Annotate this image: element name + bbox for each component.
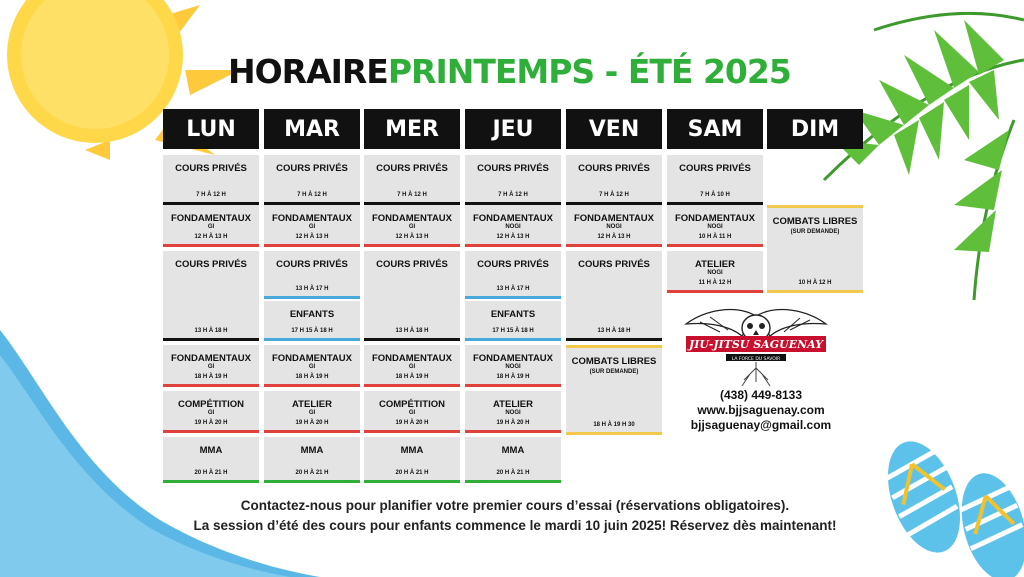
class-time: 13 H À 18 H xyxy=(395,328,429,334)
class-time: 19 H À 20 H xyxy=(496,420,530,426)
day-column-jeu xyxy=(465,109,561,476)
day-header: MER xyxy=(364,109,460,149)
class-name: FONDAMENTAUX xyxy=(371,353,453,364)
class-slot xyxy=(667,205,763,247)
class-time: 11 H À 12 H xyxy=(698,280,732,286)
class-slot xyxy=(264,205,360,247)
title-season: PRINTEMPS - ÉTÉ 2025 xyxy=(387,52,791,91)
class-name: COURS PRIVÉS xyxy=(175,259,247,270)
class-type: NOGI xyxy=(505,364,521,370)
class-time: 10 H À 11 H xyxy=(698,234,732,240)
class-slot xyxy=(163,155,259,205)
class-type: GI xyxy=(207,224,215,230)
class-slot xyxy=(163,251,259,341)
day-header: SAM xyxy=(667,109,763,149)
class-slot xyxy=(163,345,259,387)
page-title xyxy=(228,52,791,91)
day-column-lun xyxy=(163,109,259,476)
class-name: COURS PRIVÉS xyxy=(477,163,549,174)
class-slot xyxy=(364,391,460,433)
class-time: 7 H À 12 H xyxy=(397,192,427,198)
class-name: COURS PRIVÉS xyxy=(175,163,247,174)
class-name: FONDAMENTAUX xyxy=(674,213,756,224)
class-slot xyxy=(566,155,662,205)
class-name: COMPÉTITION xyxy=(379,399,445,410)
class-time: 20 H À 21 H xyxy=(194,470,228,476)
class-time: 13 H À 18 H xyxy=(597,328,631,334)
day-header: LUN xyxy=(163,109,259,149)
class-time: 20 H À 21 H xyxy=(496,470,530,476)
day-column-dim xyxy=(767,109,863,286)
class-time: 18 H À 19 H xyxy=(295,374,329,380)
class-time: 19 H À 20 H xyxy=(194,420,228,426)
footer-line-1: Contactez-nous pour planifier votre premier cours d’essai (réservations obligatoires). xyxy=(240,498,790,513)
class-slot xyxy=(264,437,360,483)
class-time: 7 H À 12 H xyxy=(498,192,528,198)
day-header: DIM xyxy=(767,109,863,149)
class-time: 12 H À 13 H xyxy=(597,234,631,240)
class-type: GI xyxy=(408,224,416,230)
class-time: 12 H À 13 H xyxy=(395,234,429,240)
class-slot xyxy=(465,391,561,433)
class-slot xyxy=(465,205,561,247)
class-time: 7 H À 12 H xyxy=(196,192,226,198)
class-slot xyxy=(364,205,460,247)
class-time: 13 H À 18 H xyxy=(194,328,228,334)
contact-block xyxy=(666,388,856,433)
class-slot xyxy=(465,437,561,483)
phone-number[interactable]: (438) 449-8133 xyxy=(719,388,803,402)
day-column-ven xyxy=(566,109,662,428)
footer-line-2: La session d’été des cours pour enfants commence le mardi 10 juin 2025! Réservez dès maintenant! xyxy=(193,518,837,533)
class-time: 17 H 15 À 18 H xyxy=(492,328,534,334)
class-time: 18 H À 19 H xyxy=(496,374,530,380)
class-type: GI xyxy=(308,364,316,370)
class-name: MMA xyxy=(501,445,525,456)
class-time: 20 H À 21 H xyxy=(295,470,329,476)
class-name: MMA xyxy=(199,445,223,456)
class-type: GI xyxy=(207,410,215,416)
class-type: NOGI xyxy=(606,224,622,230)
class-name: COURS PRIVÉS xyxy=(276,259,348,270)
title-horaire: HORAIRE xyxy=(228,52,388,91)
jiu-jitsu-saguenay-logo xyxy=(680,302,832,388)
class-slot xyxy=(465,251,561,299)
class-slot xyxy=(465,155,561,205)
day-column-sam xyxy=(667,109,763,286)
class-time: 18 H À 19 H 30 xyxy=(593,422,635,428)
class-name: COMBATS LIBRES xyxy=(571,356,657,367)
day-header: VEN xyxy=(566,109,662,149)
class-time: 18 H À 19 H xyxy=(395,374,429,380)
class-name: FONDAMENTAUX xyxy=(271,213,353,224)
class-time: 12 H À 13 H xyxy=(496,234,530,240)
day-header: JEU xyxy=(465,109,561,149)
class-type: NOGI xyxy=(505,224,521,230)
class-name: COURS PRIVÉS xyxy=(578,163,650,174)
class-name: COURS PRIVÉS xyxy=(578,259,650,270)
class-time: 13 H À 17 H xyxy=(295,286,329,292)
class-slot xyxy=(667,251,763,293)
class-name: FONDAMENTAUX xyxy=(271,353,353,364)
class-slot xyxy=(163,391,259,433)
logo-tagline: LA FORCE DU SAVOIR xyxy=(731,357,781,362)
class-slot xyxy=(364,345,460,387)
class-time: 10 H À 12 H xyxy=(798,280,832,286)
class-slot xyxy=(264,345,360,387)
class-name: FONDAMENTAUX xyxy=(170,353,252,364)
class-slot xyxy=(566,251,662,341)
footer-note xyxy=(120,496,910,536)
class-slot xyxy=(364,251,460,341)
class-slot xyxy=(264,301,360,341)
class-time: 19 H À 20 H xyxy=(395,420,429,426)
class-slot xyxy=(566,345,662,435)
class-name: ATELIER xyxy=(292,399,332,410)
class-name: ATELIER xyxy=(695,259,735,270)
class-time: 18 H À 19 H xyxy=(194,374,228,380)
class-name: ENFANTS xyxy=(289,309,335,320)
class-time: 19 H À 20 H xyxy=(295,420,329,426)
class-slot xyxy=(163,437,259,483)
class-slot xyxy=(264,391,360,433)
class-slot xyxy=(465,345,561,387)
class-name: MMA xyxy=(400,445,424,456)
class-slot xyxy=(163,205,259,247)
class-type: NOGI xyxy=(707,270,723,276)
class-name: COURS PRIVÉS xyxy=(376,259,448,270)
class-time: 12 H À 13 H xyxy=(194,234,228,240)
class-slot xyxy=(667,155,763,205)
class-time: 7 H À 10 H xyxy=(700,192,730,198)
class-type: NOGI xyxy=(505,410,521,416)
class-name: COMPÉTITION xyxy=(178,399,244,410)
class-type: GI xyxy=(308,224,316,230)
class-name: COURS PRIVÉS xyxy=(477,259,549,270)
class-name: FONDAMENTAUX xyxy=(472,213,554,224)
class-name: FONDAMENTAUX xyxy=(472,353,554,364)
class-slot xyxy=(264,251,360,299)
class-time: 20 H À 21 H xyxy=(395,470,429,476)
class-name: COURS PRIVÉS xyxy=(376,163,448,174)
class-name: COMBATS LIBRES xyxy=(772,216,858,227)
class-slot xyxy=(364,155,460,205)
class-type: (SUR DEMANDE) xyxy=(790,229,840,235)
day-header: MAR xyxy=(264,109,360,149)
class-name: MMA xyxy=(300,445,324,456)
class-name: FONDAMENTAUX xyxy=(170,213,252,224)
email-link[interactable]: bjjsaguenay@gmail.com xyxy=(690,418,832,432)
class-slot xyxy=(264,155,360,205)
class-time: 7 H À 12 H xyxy=(599,192,629,198)
class-name: COURS PRIVÉS xyxy=(276,163,348,174)
class-type: GI xyxy=(408,410,416,416)
class-type: GI xyxy=(207,364,215,370)
class-name: FONDAMENTAUX xyxy=(573,213,655,224)
class-slot xyxy=(566,205,662,247)
class-name: FONDAMENTAUX xyxy=(371,213,453,224)
class-time: 13 H À 17 H xyxy=(496,286,530,292)
class-type: NOGI xyxy=(707,224,723,230)
class-slot xyxy=(465,301,561,341)
class-type: GI xyxy=(408,364,416,370)
class-time: 7 H À 12 H xyxy=(297,192,327,198)
day-column-mer xyxy=(364,109,460,476)
day-column-mar xyxy=(264,109,360,476)
class-name: ATELIER xyxy=(493,399,533,410)
class-time: 12 H À 13 H xyxy=(295,234,329,240)
website-link[interactable]: www.bjjsaguenay.com xyxy=(697,403,825,417)
class-type: GI xyxy=(308,410,316,416)
class-name: ENFANTS xyxy=(490,309,536,320)
logo-name: JIU-JITSU SAGUENAY xyxy=(689,338,823,351)
class-name: COURS PRIVÉS xyxy=(679,163,751,174)
class-slot xyxy=(364,437,460,483)
class-time: 17 H 15 À 18 H xyxy=(291,328,333,334)
class-type: (SUR DEMANDE) xyxy=(589,369,639,375)
class-slot xyxy=(767,205,863,293)
